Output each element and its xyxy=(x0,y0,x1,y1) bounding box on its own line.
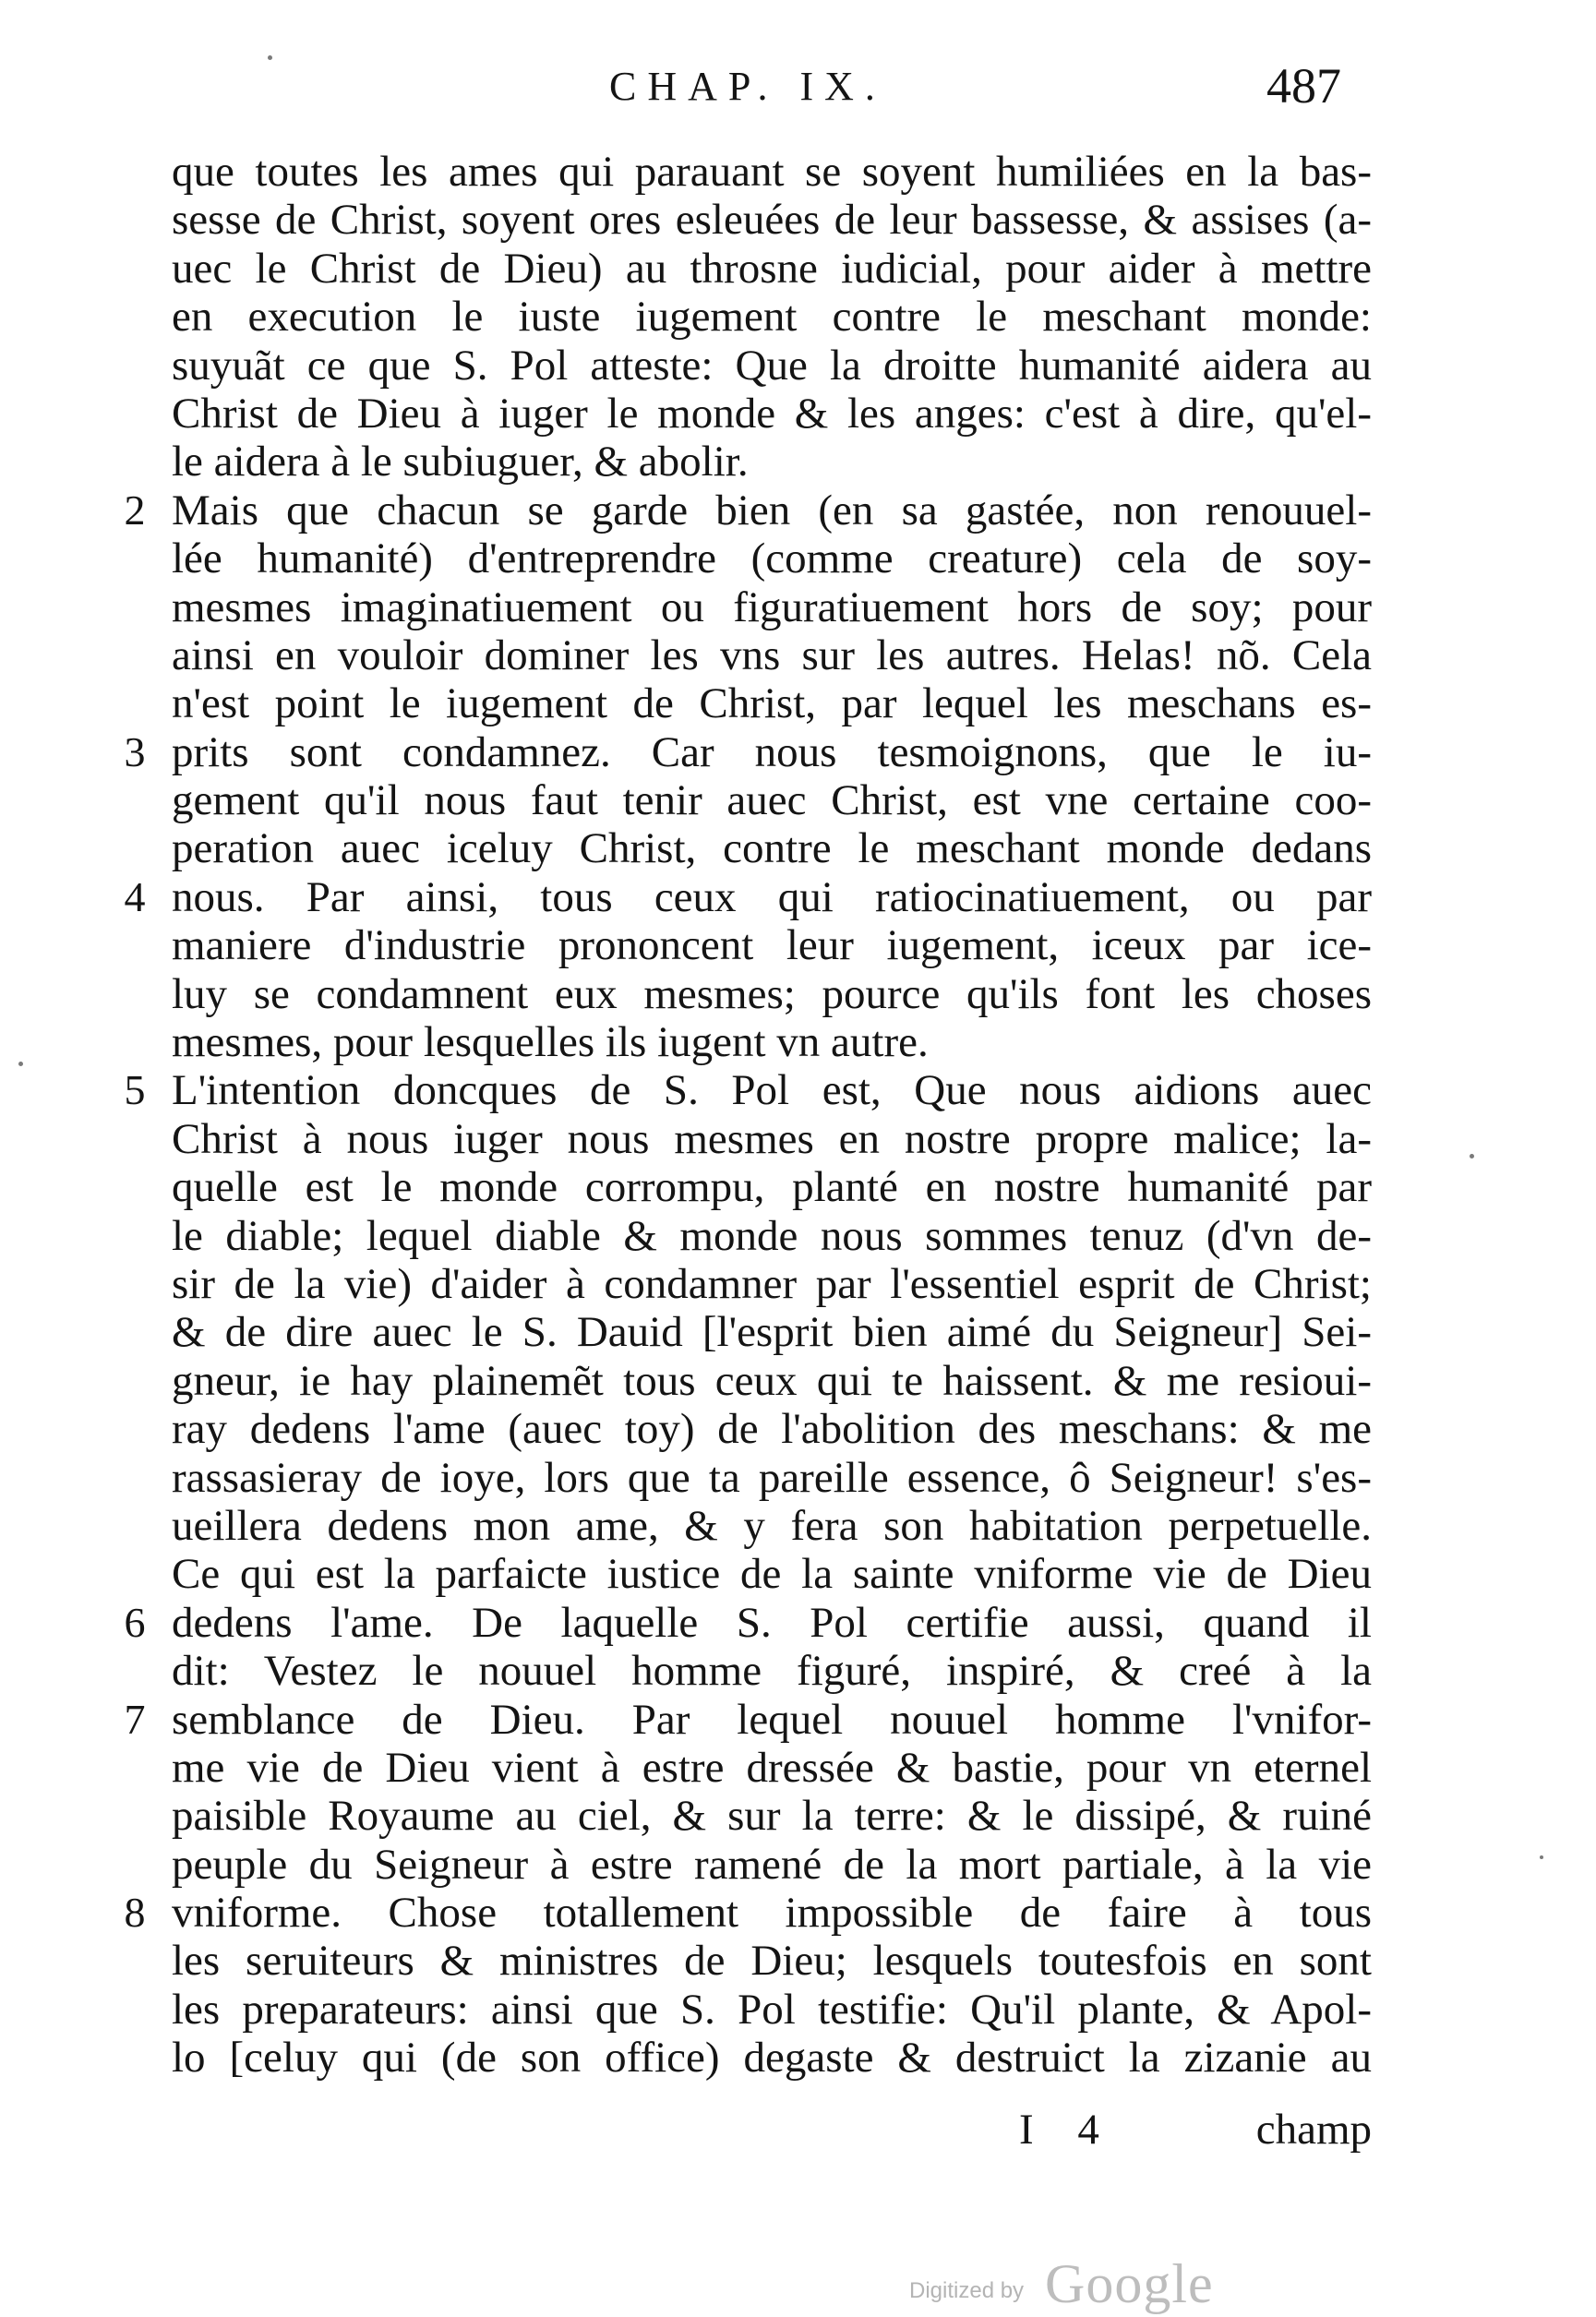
text-line xyxy=(124,1889,1372,1938)
margin-verse-number: 7 xyxy=(124,1695,146,1743)
text-line xyxy=(172,1454,1372,1502)
line-text: gement qu'il nous faut tenir auec Christ, est vne certaine coo- xyxy=(172,776,1372,825)
line-text: quelle est le monde corrompu, planté en nostre humanité par xyxy=(172,1163,1372,1212)
text-line xyxy=(172,1986,1372,2034)
line-text: n'est point le iugement de Christ, par lequel les meschans es- xyxy=(172,679,1372,728)
catchword: champ xyxy=(1255,2106,1372,2154)
margin-verse-number: 8 xyxy=(124,1889,146,1937)
speck-mark xyxy=(268,55,272,60)
text-line xyxy=(172,196,1372,244)
text-line xyxy=(172,970,1372,1018)
line-text: paisible Royaume au ciel, & sur la terre: & le dissipé, & ruiné xyxy=(172,1792,1372,1841)
line-text: en execution le iuste iugement contre le meschant monde: xyxy=(172,293,1372,342)
page-footer xyxy=(172,2105,1372,2160)
body-text xyxy=(124,148,1372,2083)
page-number: 487 xyxy=(1266,58,1341,114)
line-text: uec le Christ de Dieu) au throsne iudicial, pour aider à mettre xyxy=(172,244,1372,293)
line-text: Mais que chacun se garde bien (en sa gastée, non renouuel- xyxy=(172,486,1372,534)
signature-mark: I 4 xyxy=(1019,2106,1116,2154)
text-line xyxy=(172,342,1372,390)
text-line xyxy=(172,776,1372,824)
line-text: me vie de Dieu vient à estre dressée & bastie, pour vn eternel xyxy=(172,1743,1372,1792)
line-text: Christ de Dieu à iuger le monde & les anges: c'est à dire, qu'el- xyxy=(172,389,1372,438)
margin-verse-number: 6 xyxy=(124,1598,146,1646)
text-line xyxy=(172,1744,1372,1792)
line-text: L'intention doncques de S. Pol est, Que nous aidions auec xyxy=(172,1066,1372,1115)
line-text: ray dedens l'ame (auec toy) de l'abolition des meschans: & me xyxy=(172,1405,1372,1454)
text-line xyxy=(172,921,1372,969)
text-line xyxy=(172,1163,1372,1211)
text-line xyxy=(124,1695,1372,1744)
text-line xyxy=(172,1212,1372,1260)
text-line xyxy=(172,1937,1372,1985)
line-text: le diable; lequel diable & monde nous sommes tenuz (d'vn de- xyxy=(172,1211,1372,1260)
line-text: peration auec iceluy Christ, contre le meschant monde dedans xyxy=(172,824,1372,873)
line-text: mesmes, pour lesquelles ils iugent vn autre. xyxy=(172,1018,929,1067)
text-line xyxy=(172,390,1372,438)
line-text: prits sont condamnez. Car nous tesmoignons, que le iu- xyxy=(172,727,1372,776)
margin-verse-number: 5 xyxy=(124,1066,146,1114)
line-text: vniforme. Chose totallement impossible de faire à tous xyxy=(172,1889,1372,1938)
line-text: que toutes les ames qui parauant se soyent humiliées en la bas- xyxy=(172,148,1372,196)
line-text: mesmes imaginatiuement ou figuratiuement hors de soy; pour xyxy=(172,582,1372,631)
text-line xyxy=(172,1018,1372,1066)
line-text: & de dire auec le S. Dauid [l'esprit bien aimé du Seigneur] Sei- xyxy=(172,1308,1372,1357)
text-line xyxy=(172,824,1372,872)
text-line xyxy=(172,245,1372,293)
text-line xyxy=(172,1115,1372,1163)
line-text: lo [celuy qui (de son office) degaste & destruict la zizanie au xyxy=(172,2034,1372,2083)
line-text: sir de la vie) d'aider à condamner par l'essentiel esprit de Christ; xyxy=(172,1259,1372,1308)
text-line xyxy=(172,1647,1372,1695)
line-text: dedens l'ame. De laquelle S. Pol certifie aussi, quand il xyxy=(172,1598,1372,1647)
line-text: gneur, ie hay plainemẽt tous ceux qui te haissent. & me resioui- xyxy=(172,1356,1372,1405)
text-line xyxy=(172,534,1372,582)
line-text: les preparateurs: ainsi que S. Pol testifie: Qu'il plante, & Apol- xyxy=(172,1985,1372,2034)
text-line xyxy=(172,1792,1372,1840)
text-line xyxy=(124,727,1372,776)
text-line xyxy=(172,583,1372,631)
text-line xyxy=(172,1308,1372,1356)
running-title: CHAP. IX. xyxy=(609,64,886,109)
line-text: lée humanité) d'entreprendre (comme creature) cela de soy- xyxy=(172,534,1372,583)
text-line xyxy=(172,1357,1372,1405)
line-text: Christ à nous iuger nous mesmes en nostre propre malice; la- xyxy=(172,1114,1372,1163)
line-text: le aidera à le subiuguer, & abolir. xyxy=(172,438,749,486)
speck-mark xyxy=(18,1062,23,1066)
line-text: ainsi en vouloir dominer les vns sur les autres. Helas! nõ. Cela xyxy=(172,630,1372,679)
text-line xyxy=(124,486,1372,534)
line-text: maniere d'industrie prononcent leur iugement, iceux par ice- xyxy=(172,921,1372,970)
text-line xyxy=(172,1260,1372,1308)
text-line xyxy=(172,1405,1372,1453)
line-text: Ce qui est la parfaicte iustice de la sainte vniforme vie de Dieu xyxy=(172,1550,1372,1599)
text-line xyxy=(172,679,1372,727)
line-text: rassasieray de ioye, lors que ta pareille essence, ô Seigneur! s'es- xyxy=(172,1453,1372,1502)
text-line xyxy=(172,2034,1372,2082)
line-text: luy se condamnent eux mesmes; pource qu'ils font les choses xyxy=(172,969,1372,1018)
line-text: sesse de Christ, soyent ores esleuées de leur bassesse, & assises (a- xyxy=(172,196,1372,245)
watermark-prefix: Digitized by xyxy=(909,2278,1025,2303)
line-text: nous. Par ainsi, tous ceux qui ratiocinatiuement, ou par xyxy=(172,872,1372,921)
text-line xyxy=(172,631,1372,679)
speck-mark xyxy=(1540,1855,1543,1859)
line-text: suyuãt ce que S. Pol atteste: Que la droitte humanité aidera au xyxy=(172,341,1372,390)
text-line xyxy=(172,1550,1372,1598)
line-text: semblance de Dieu. Par lequel nouuel homme l'vnifor- xyxy=(172,1695,1372,1744)
text-line xyxy=(172,1502,1372,1550)
line-text: ueillera dedens mon ame, & y fera son habitation perpetuelle. xyxy=(172,1501,1372,1550)
text-line xyxy=(124,1066,1372,1115)
text-line xyxy=(172,1841,1372,1889)
watermark-brand-logo: Google xyxy=(1045,2253,1214,2314)
line-text: dit: Vestez le nouuel homme figuré, inspiré, & creé à la xyxy=(172,1647,1372,1696)
text-line xyxy=(124,1598,1372,1647)
speck-mark xyxy=(1470,1154,1474,1158)
margin-verse-number: 4 xyxy=(124,872,146,920)
page-header xyxy=(0,57,1596,150)
margin-verse-number: 3 xyxy=(124,727,146,775)
margin-verse-number: 2 xyxy=(124,486,146,534)
text-line xyxy=(172,148,1372,196)
line-text: les seruiteurs & ministres de Dieu; lesquels toutesfois en sont xyxy=(172,1937,1372,1986)
text-line xyxy=(172,438,1372,486)
line-text: peuple du Seigneur à estre ramené de la mort partiale, à la vie xyxy=(172,1840,1372,1889)
text-line xyxy=(124,872,1372,921)
text-line xyxy=(172,293,1372,341)
